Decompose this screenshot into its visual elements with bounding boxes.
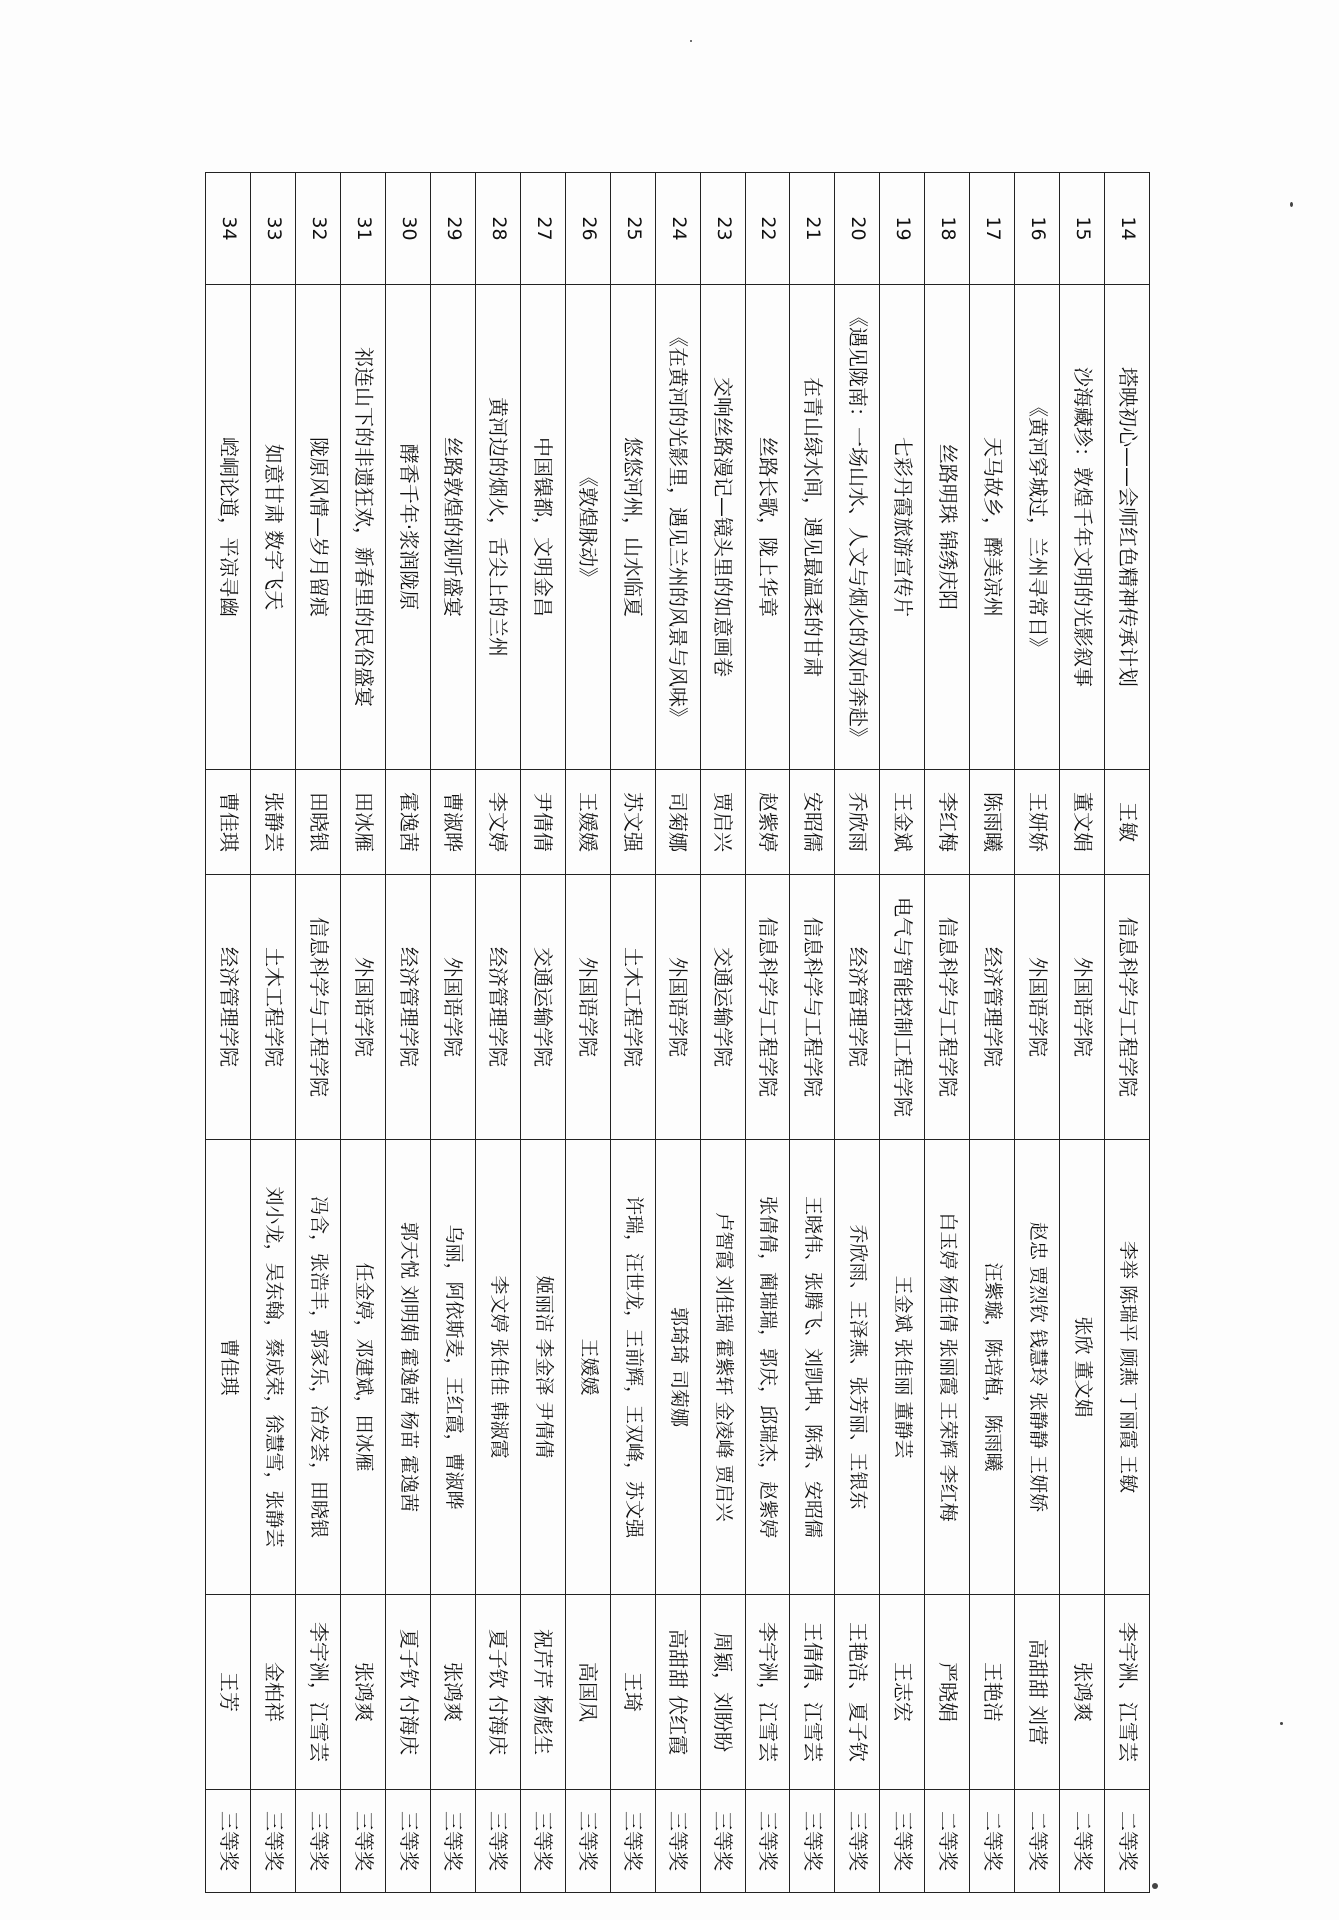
cell-award: 二等奖 — [1105, 1790, 1150, 1893]
cell-members: 乌丽，阿依斯麦，王红霞，曹淑晔 — [431, 1140, 476, 1595]
cell-award: 三等奖 — [386, 1790, 431, 1893]
cell-leader: 赵紫婷 — [745, 770, 790, 875]
cell-members: 乔欣雨、王泽燕、张芳丽、王银东 — [835, 1140, 880, 1595]
table-row — [475, 173, 520, 1893]
awards-table — [205, 172, 1150, 1893]
cell-college: 信息科学与工程学院 — [1105, 875, 1150, 1140]
cell-college: 电气与智能控制工程学院 — [880, 875, 925, 1140]
cell-college: 经济管理学院 — [386, 875, 431, 1140]
cell-award: 三等奖 — [296, 1790, 341, 1893]
cell-number: 26 — [565, 173, 610, 285]
cell-work-title: 交响丝路漫记—镜头里的如意画卷 — [700, 285, 745, 770]
cell-number: 23 — [700, 173, 745, 285]
table-row — [296, 173, 341, 1893]
cell-members: 许瑞，汪世龙，王前辉，王双峰，苏文强 — [610, 1140, 655, 1595]
cell-leader: 乔欣雨 — [835, 770, 880, 875]
cell-number: 27 — [520, 173, 565, 285]
scan-speck — [1290, 202, 1293, 207]
cell-advisors: 周颖，刘盼盼 — [700, 1595, 745, 1790]
cell-leader: 尹倩倩 — [520, 770, 565, 875]
cell-members: 刘小龙，吴东翰，蔡成荣，徐慧雪，张静芸 — [251, 1140, 296, 1595]
cell-advisors: 张鸿爽 — [431, 1595, 476, 1790]
cell-number: 20 — [835, 173, 880, 285]
cell-leader: 陈雨曦 — [970, 770, 1015, 875]
cell-advisors: 张鸿爽 — [341, 1595, 386, 1790]
cell-advisors: 夏子钦 付海庆 — [386, 1595, 431, 1790]
table-row — [1060, 173, 1105, 1893]
cell-leader: 安昭儒 — [790, 770, 835, 875]
cell-number: 19 — [880, 173, 925, 285]
cell-advisors: 李宇洲、江雪芸 — [1105, 1595, 1150, 1790]
cell-award: 三等奖 — [431, 1790, 476, 1893]
scan-speck — [1280, 1722, 1283, 1725]
cell-work-title: 丝路长歌，陇上华章 — [745, 285, 790, 770]
cell-members: 王晓伟、张腾飞、刘凯坤、陈希、安昭儒 — [790, 1140, 835, 1595]
cell-work-title: 陇原风情—岁月留痕 — [296, 285, 341, 770]
cell-leader: 李红梅 — [925, 770, 970, 875]
cell-leader: 苏文强 — [610, 770, 655, 875]
awards-table-body — [206, 173, 1150, 1893]
table-row — [970, 173, 1015, 1893]
cell-advisors: 王倩倩、江雪芸 — [790, 1595, 835, 1790]
cell-leader: 王媛媛 — [565, 770, 610, 875]
cell-members: 李文婷 张佳佳 韩淑霞 — [475, 1140, 520, 1595]
cell-number: 31 — [341, 173, 386, 285]
cell-number: 28 — [475, 173, 520, 285]
cell-work-title: 沙海藏珍：敦煌千年文明的光影叙事 — [1060, 285, 1105, 770]
cell-college: 经济管理学院 — [206, 875, 251, 1140]
cell-number: 21 — [790, 173, 835, 285]
cell-college: 经济管理学院 — [475, 875, 520, 1140]
cell-work-title: 《敦煌脉动》 — [565, 285, 610, 770]
cell-members: 郭琦琦 司菊娜 — [655, 1140, 700, 1595]
cell-college: 信息科学与工程学院 — [745, 875, 790, 1140]
cell-college: 外国语学院 — [655, 875, 700, 1140]
cell-advisors: 祝芹芹 杨彪生 — [520, 1595, 565, 1790]
cell-award: 三等奖 — [835, 1790, 880, 1893]
cell-college: 外国语学院 — [1015, 875, 1060, 1140]
cell-award: 三等奖 — [610, 1790, 655, 1893]
cell-award: 三等奖 — [880, 1790, 925, 1893]
cell-members: 汪紫璇，陈培植，陈雨曦 — [970, 1140, 1015, 1595]
cell-leader: 张静芸 — [251, 770, 296, 875]
cell-members: 张欣 董文娟 — [1060, 1140, 1105, 1595]
cell-work-title: 《遇见陇南：一场山水、人文与烟火的双向奔赴》 — [835, 285, 880, 770]
cell-work-title: 黄河边的烟火，舌尖上的兰州 — [475, 285, 520, 770]
table-row — [925, 173, 970, 1893]
cell-advisors: 高甜甜 刘营 — [1015, 1595, 1060, 1790]
cell-college: 外国语学院 — [341, 875, 386, 1140]
cell-award: 二等奖 — [925, 1790, 970, 1893]
cell-work-title: 悠悠河州，山水临夏 — [610, 285, 655, 770]
cell-advisors: 高国凤 — [565, 1595, 610, 1790]
cell-award: 三等奖 — [520, 1790, 565, 1893]
cell-advisors: 李宇洲，江雪芸 — [745, 1595, 790, 1790]
cell-work-title: 天马故乡，醉美凉州 — [970, 285, 1015, 770]
cell-college: 信息科学与工程学院 — [925, 875, 970, 1140]
cell-members: 卢智霞 刘佳瑞 霍紫轩 金凌峰 贾启兴 — [700, 1140, 745, 1595]
cell-number: 16 — [1015, 173, 1060, 285]
cell-college: 交通运输学院 — [520, 875, 565, 1140]
cell-advisors: 李宇洲，江雪芸 — [296, 1595, 341, 1790]
cell-members: 白玉婷 杨佳倩 张丽霞 王荣辉 李红梅 — [925, 1140, 970, 1595]
cell-members: 王金斌 张佳丽 董静芸 — [880, 1140, 925, 1595]
cell-members: 李举 陈瑞平 顾燕 丁丽霞 王敏 — [1105, 1140, 1150, 1595]
cell-college: 外国语学院 — [431, 875, 476, 1140]
cell-college: 信息科学与工程学院 — [790, 875, 835, 1140]
cell-advisors: 王琦 — [610, 1595, 655, 1790]
cell-members: 王媛媛 — [565, 1140, 610, 1595]
table-row — [206, 173, 251, 1893]
cell-work-title: 丝路敦煌的视听盛宴 — [431, 285, 476, 770]
table-row — [1015, 173, 1060, 1893]
cell-number: 22 — [745, 173, 790, 285]
cell-advisors: 王志宏 — [880, 1595, 925, 1790]
cell-award: 二等奖 — [970, 1790, 1015, 1893]
table-row — [700, 173, 745, 1893]
cell-number: 34 — [206, 173, 251, 285]
cell-advisors: 金柏祥 — [251, 1595, 296, 1790]
cell-college: 经济管理学院 — [970, 875, 1015, 1140]
cell-college: 土木工程学院 — [251, 875, 296, 1140]
cell-leader: 田晓银 — [296, 770, 341, 875]
table-row — [520, 173, 565, 1893]
cell-work-title: 七彩丹霞旅游宣传片 — [880, 285, 925, 770]
table-row — [745, 173, 790, 1893]
cell-members: 曹佳琪 — [206, 1140, 251, 1595]
cell-members: 姬丽洁 李金泽 尹倩倩 — [520, 1140, 565, 1595]
cell-leader: 董文娟 — [1060, 770, 1105, 875]
cell-award: 三等奖 — [206, 1790, 251, 1893]
cell-members: 郭天悦 刘明娟 霍逸茜 杨苗 霍逸茜 — [386, 1140, 431, 1595]
table-row — [655, 173, 700, 1893]
cell-number: 30 — [386, 173, 431, 285]
cell-leader: 曹淑晔 — [431, 770, 476, 875]
cell-advisors: 严晓娟 — [925, 1595, 970, 1790]
cell-leader: 王金斌 — [880, 770, 925, 875]
table-row — [790, 173, 835, 1893]
cell-advisors: 张鸿爽 — [1060, 1595, 1105, 1790]
cell-award: 三等奖 — [565, 1790, 610, 1893]
scan-speck — [690, 40, 692, 42]
rotated-table-container — [205, 172, 1150, 1892]
table-row — [880, 173, 925, 1893]
table-row — [386, 173, 431, 1893]
cell-members: 张倩倩，蔺瑞瑞，郭庆，邱瑞杰，赵紫婷 — [745, 1140, 790, 1595]
cell-work-title: 《在黄河的光影里，遇见兰州的风景与风味》 — [655, 285, 700, 770]
table-row — [431, 173, 476, 1893]
cell-advisors: 夏子钦 付海庆 — [475, 1595, 520, 1790]
cell-advisors: 王芳 — [206, 1595, 251, 1790]
cell-award: 三等奖 — [341, 1790, 386, 1893]
cell-leader: 王敏 — [1105, 770, 1150, 875]
cell-number: 15 — [1060, 173, 1105, 285]
cell-award: 三等奖 — [700, 1790, 745, 1893]
cell-award: 三等奖 — [745, 1790, 790, 1893]
cell-award: 三等奖 — [790, 1790, 835, 1893]
cell-work-title: 在青山绿水间，遇见最温柔的甘肃 — [790, 285, 835, 770]
table-row — [565, 173, 610, 1893]
cell-leader: 田冰雁 — [341, 770, 386, 875]
table-row — [610, 173, 655, 1893]
cell-number: 25 — [610, 173, 655, 285]
cell-advisors: 王艳洁 — [970, 1595, 1015, 1790]
cell-college: 外国语学院 — [565, 875, 610, 1140]
cell-leader: 曹佳琪 — [206, 770, 251, 875]
table-row — [341, 173, 386, 1893]
scan-speck — [1152, 1883, 1158, 1889]
table-row — [835, 173, 880, 1893]
cell-number: 17 — [970, 173, 1015, 285]
table-row — [251, 173, 296, 1893]
cell-work-title: 《黄河穿城过，兰州寻常日》 — [1015, 285, 1060, 770]
cell-number: 33 — [251, 173, 296, 285]
cell-leader: 霍逸茜 — [386, 770, 431, 875]
cell-college: 经济管理学院 — [835, 875, 880, 1140]
cell-leader: 王妍娇 — [1015, 770, 1060, 875]
cell-advisors: 高甜甜 伏红霞 — [655, 1595, 700, 1790]
cell-award: 三等奖 — [475, 1790, 520, 1893]
cell-work-title: 中国镍都，文明金昌 — [520, 285, 565, 770]
cell-number: 29 — [431, 173, 476, 285]
cell-number: 24 — [655, 173, 700, 285]
cell-leader: 司菊娜 — [655, 770, 700, 875]
cell-members: 赵忠 贾烈钦 钱慧玲 张静静 王妍娇 — [1015, 1140, 1060, 1595]
cell-college: 信息科学与工程学院 — [296, 875, 341, 1140]
cell-work-title: 如意甘肃 数字飞天 — [251, 285, 296, 770]
table-row — [1105, 173, 1150, 1893]
cell-work-title: 塔映初心——会师红色精神传承计划 — [1105, 285, 1150, 770]
cell-leader: 贾启兴 — [700, 770, 745, 875]
cell-work-title: 崆峒论道，平凉寻幽 — [206, 285, 251, 770]
cell-college: 土木工程学院 — [610, 875, 655, 1140]
cell-members: 任金婷，邓建斌，田冰雁 — [341, 1140, 386, 1595]
cell-leader: 李文婷 — [475, 770, 520, 875]
cell-advisors: 王艳洁、夏子钦 — [835, 1595, 880, 1790]
cell-number: 18 — [925, 173, 970, 285]
cell-members: 冯含，张浩丰，郭家乐，冶发荟，田晓银 — [296, 1140, 341, 1595]
cell-award: 二等奖 — [1015, 1790, 1060, 1893]
cell-work-title: 丝路明珠 锦绣庆阳 — [925, 285, 970, 770]
cell-number: 14 — [1105, 173, 1150, 285]
cell-college: 交通运输学院 — [700, 875, 745, 1140]
cell-work-title: 酵香千年·浆润陇原 — [386, 285, 431, 770]
cell-award: 二等奖 — [1060, 1790, 1105, 1893]
cell-number: 32 — [296, 173, 341, 285]
cell-award: 三等奖 — [251, 1790, 296, 1893]
cell-work-title: 祁连山下的非遗狂欢，新春里的民俗盛宴 — [341, 285, 386, 770]
cell-award: 三等奖 — [655, 1790, 700, 1893]
cell-college: 外国语学院 — [1060, 875, 1105, 1140]
